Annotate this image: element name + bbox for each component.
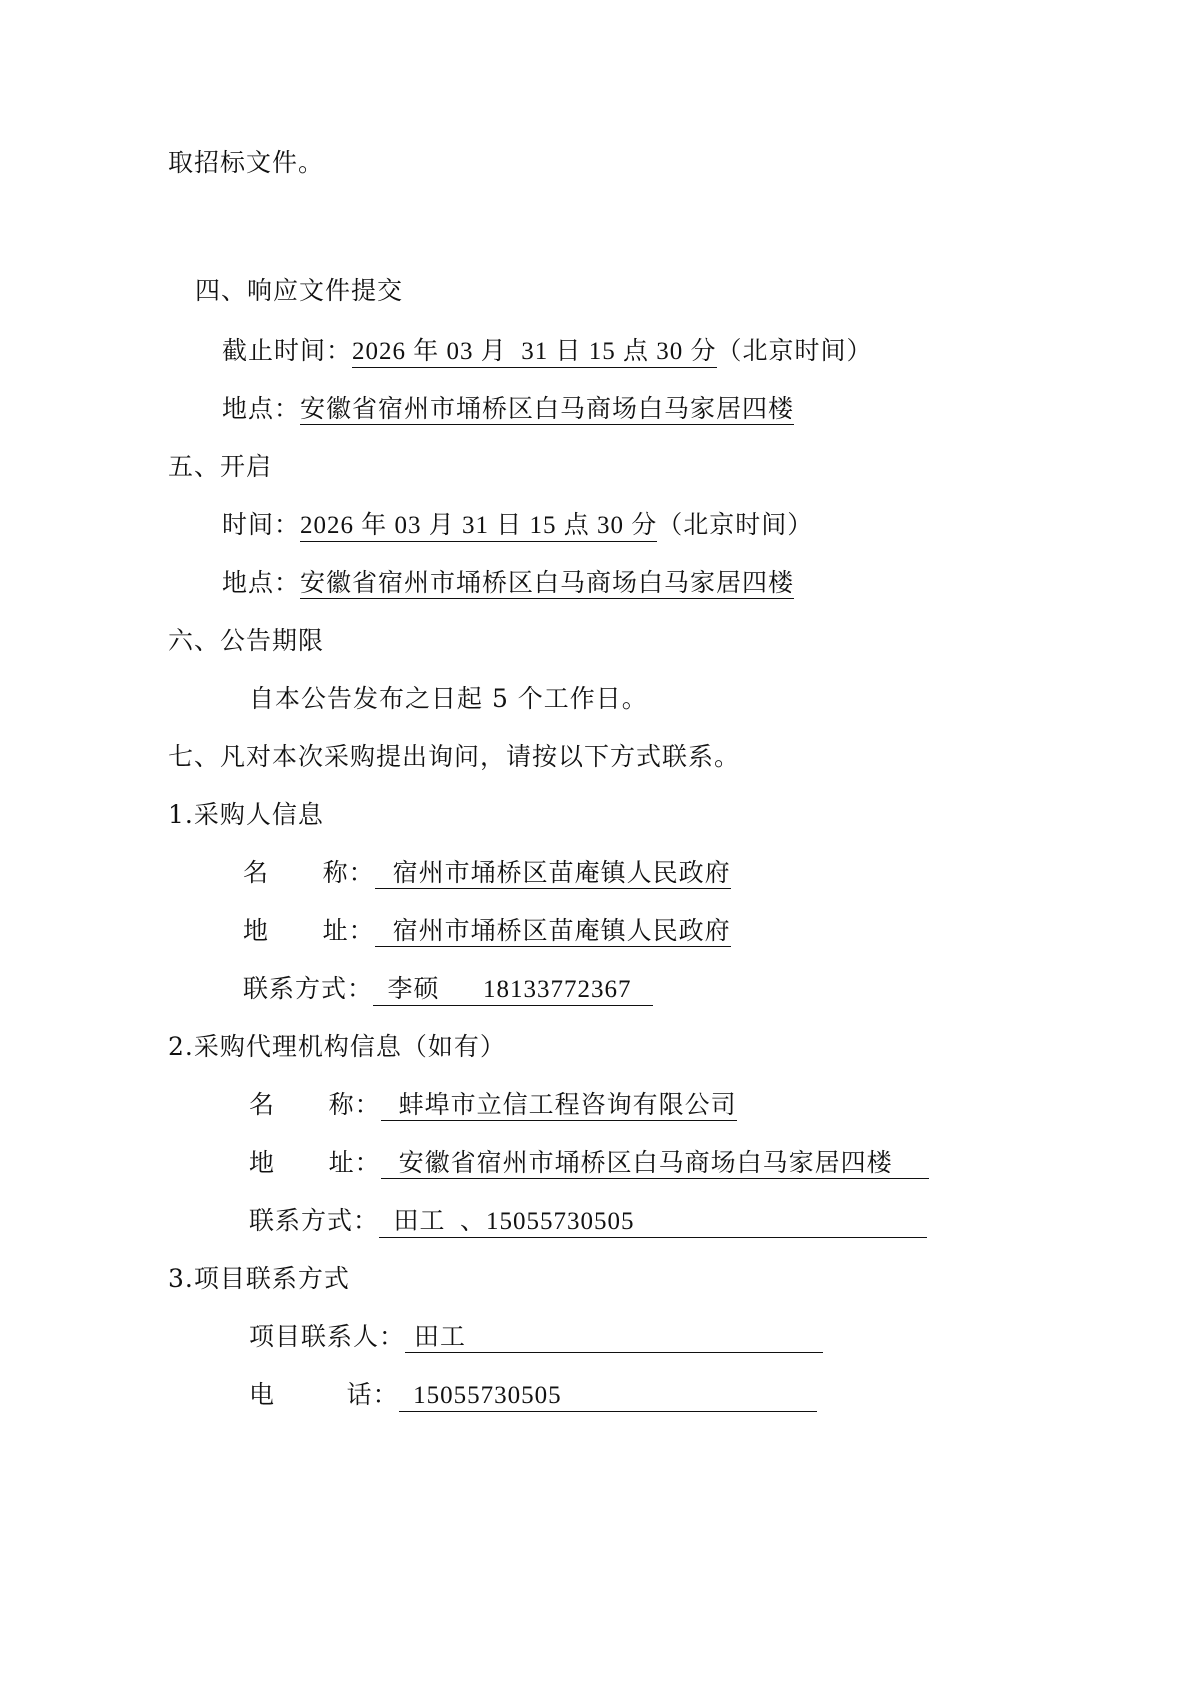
purchaser-name-label: 名 称： bbox=[243, 858, 375, 887]
s5-location-label: 地点： bbox=[222, 568, 301, 597]
purchaser-name-value: 宿州市埇桥区苗庵镇人民政府 bbox=[374, 858, 731, 887]
s5-time-label: 时间： bbox=[222, 510, 301, 539]
s4-location-value: 安徽省宿州市埇桥区白马商场白马家居四楼 bbox=[300, 394, 795, 423]
agency-name-value: 蚌埠市立信工程咨询有限公司 bbox=[380, 1090, 737, 1119]
s5-time-tz: （北京时间） bbox=[657, 510, 814, 539]
s4-deadline-label: 截止时间： bbox=[222, 336, 353, 365]
section-6-heading: 六、公告期限 bbox=[168, 626, 325, 655]
s4-deadline-tz: （北京时间） bbox=[716, 336, 873, 365]
purchaser-contact-row bbox=[243, 972, 653, 1006]
purchaser-address-label: 地 址： bbox=[243, 916, 375, 945]
project-phone-label: 电 话： bbox=[249, 1380, 399, 1409]
project-phone-row bbox=[249, 1378, 817, 1412]
purchaser-name-row bbox=[243, 856, 731, 890]
purchaser-contact-value: 李硕 18133772367 bbox=[373, 975, 653, 1006]
agency-contact-row bbox=[249, 1204, 927, 1238]
agency-address-row bbox=[249, 1146, 929, 1180]
s4-location-label: 地点： bbox=[222, 394, 301, 423]
agency-heading: 2.采购代理机构信息（如有） bbox=[168, 1032, 506, 1061]
purchaser-contact-label: 联系方式： bbox=[243, 974, 374, 1003]
project-contact-heading: 3.项目联系方式 bbox=[168, 1264, 350, 1293]
project-person-label: 项目联系人： bbox=[249, 1322, 406, 1351]
s5-location-value: 安徽省宿州市埇桥区白马商场白马家居四楼 bbox=[300, 568, 795, 597]
agency-address-value: 安徽省宿州市埇桥区白马商场白马家居四楼 bbox=[381, 1148, 929, 1179]
section-4-heading: 四、响应文件提交 bbox=[195, 276, 404, 305]
project-person-value: 田工 bbox=[405, 1322, 823, 1353]
purchaser-address-row bbox=[243, 914, 731, 948]
s5-location-row bbox=[222, 566, 794, 600]
project-person-row bbox=[249, 1320, 823, 1354]
s6-period-text: 自本公告发布之日起 5 个工作日。 bbox=[249, 684, 648, 713]
s5-time-value: 2026 年 03 月 31 日 15 点 30 分 bbox=[300, 511, 657, 542]
s4-deadline-value: 2026 年 03 月 31 日 15 点 30 分 bbox=[352, 337, 717, 368]
section-7-heading: 七、凡对本次采购提出询问，请按以下方式联系。 bbox=[168, 742, 741, 771]
s5-time-row bbox=[222, 508, 813, 542]
agency-address-label: 地 址： bbox=[249, 1148, 381, 1177]
agency-name-label: 名 称： bbox=[249, 1090, 381, 1119]
intro-tail-text: 取招标文件。 bbox=[168, 148, 325, 177]
section-5-heading: 五、开启 bbox=[168, 452, 273, 481]
agency-contact-value: 田工 、15055730505 bbox=[379, 1207, 927, 1238]
purchaser-heading: 1.采购人信息 bbox=[168, 800, 324, 829]
agency-contact-label: 联系方式： bbox=[249, 1206, 380, 1235]
agency-name-row bbox=[249, 1088, 737, 1122]
purchaser-address-value: 宿州市埇桥区苗庵镇人民政府 bbox=[374, 916, 731, 945]
project-phone-value: 15055730505 bbox=[399, 1381, 817, 1412]
s4-location-row bbox=[222, 392, 794, 426]
s4-deadline-row bbox=[222, 334, 873, 368]
